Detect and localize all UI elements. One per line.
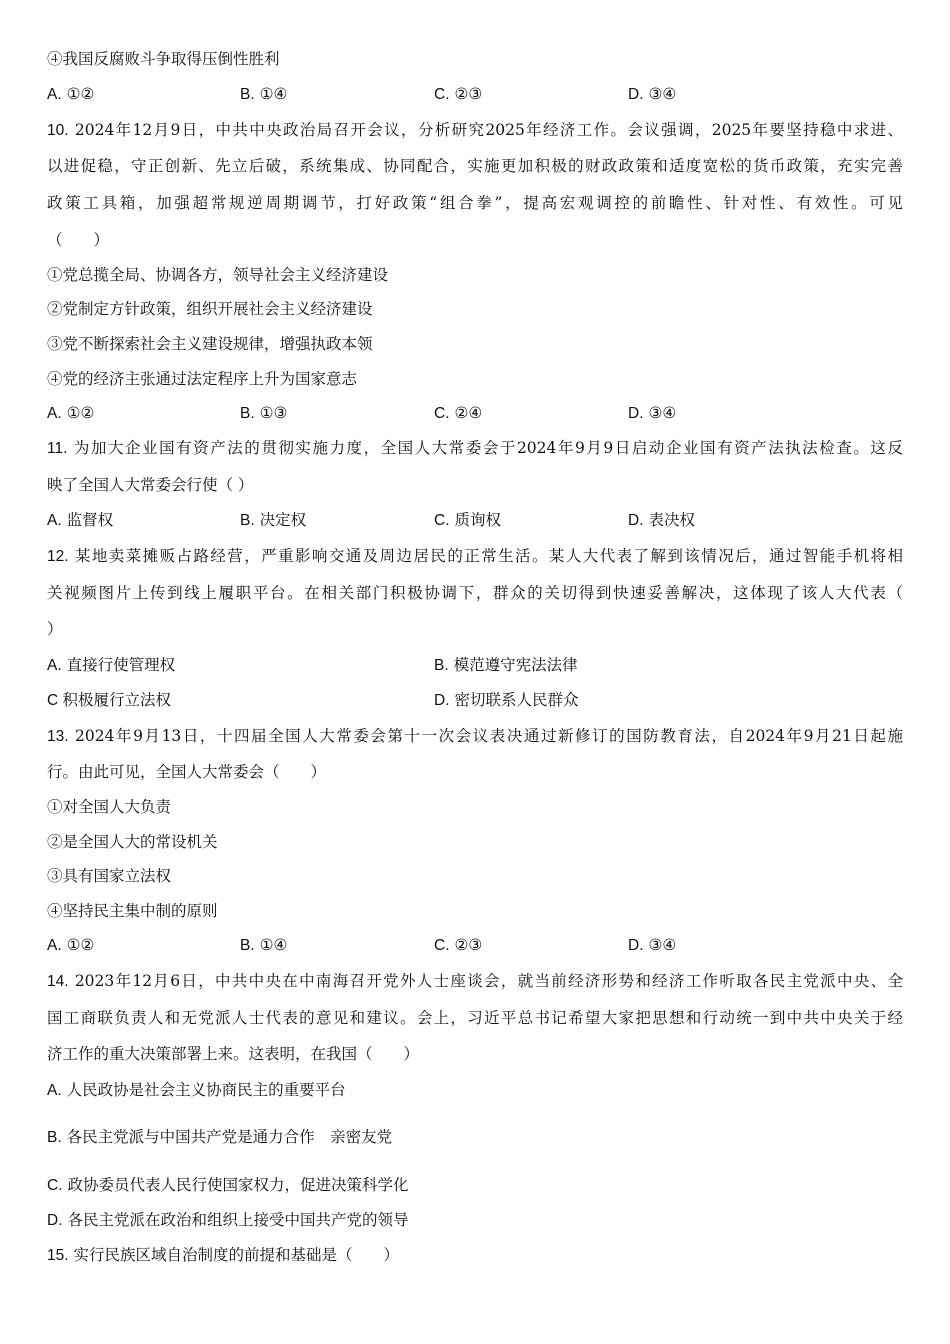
q13-option-b: B. ①④ (240, 936, 288, 954)
q14-option-c: C. 政协委员代表人民行使国家权力，促进决策科学化 (47, 1176, 409, 1194)
q13-item-4: ④坚持民主集中制的原则 (47, 902, 218, 920)
q12-option-c: C 积极履行立法权 (47, 691, 172, 709)
q11-option-d: D. 表决权 (628, 511, 695, 529)
q12-option-d: D. 密切联系人民群众 (434, 691, 579, 709)
q12-stem-line-1: 12. 某地卖菜摊贩占路经营，严重影响交通及周边居民的正常生活。某人大代表了解到该情况后，通过智能手机将相 (47, 547, 903, 565)
q10-option-b: B. ①③ (240, 404, 288, 422)
prev-item-4: ④我国反腐败斗争取得压倒性胜利 (47, 50, 280, 68)
q10-option-c: C. ②④ (434, 404, 483, 422)
prev-option-d: D. ③④ (628, 85, 677, 103)
q10-stem-line-4: （ ） (47, 231, 110, 249)
q11-stem-line-1: 11. 为加大企业国有资产法的贯彻实施力度，全国人大常委会于2024年9月9日启动企业国有资产法执法检查。这反 (47, 439, 903, 457)
q11-option-a: A. 监督权 (47, 511, 114, 529)
q12-option-a: A. 直接行使管理权 (47, 656, 176, 674)
prev-option-b: B. ①④ (240, 85, 288, 103)
q10-item-4: ④党的经济主张通过法定程序上升为国家意志 (47, 370, 358, 388)
q10-stem-line-2: 以进促稳，守正创新、先立后破，系统集成、协同配合，实施更加积极的财政政策和适度宽松的货币政策，充实完善 (47, 157, 903, 175)
q10-item-2: ②党制定方针政策，组织开展社会主义经济建设 (47, 300, 373, 318)
q13-stem-line-2: 行。由此可见，全国人大常委会（ ） (47, 763, 327, 781)
q13-item-3: ③具有国家立法权 (47, 867, 172, 885)
q10-option-a: A. ①② (47, 404, 95, 422)
q14-option-b: B. 各民主党派与中国共产党是通力合作 亲密友党 (47, 1128, 393, 1146)
q10-item-1: ①党总揽全局、协调各方，领导社会主义经济建设 (47, 266, 389, 284)
q14-stem-line-3: 济工作的重大决策部署上来。这表明，在我国（ ） (47, 1045, 420, 1063)
q13-stem-line-1: 13. 2024年9月13日，十四届全国人大常委会第十一次会议表决通过新修订的国防教育法，自2024年9月21日起施 (47, 727, 903, 745)
q13-option-a: A. ①② (47, 936, 95, 954)
q10-stem-line-3: 政策工具箱，加强超常规逆周期调节，打好政策“组合拳”，提高宏观调控的前瞻性、针对性、有效性。可见 (47, 194, 903, 212)
q13-item-1: ①对全国人大负责 (47, 798, 172, 816)
q13-option-c: C. ②③ (434, 936, 483, 954)
q11-stem-line-2: 映了全国人大常委会行使（ ） (47, 476, 254, 494)
q12-stem-line-2: 关视频图片上传到线上履职平台。在相关部门积极协调下，群众的关切得到快速妥善解决，这体现了该人大代表（ (47, 584, 903, 602)
q15-stem-line-1: 15. 实行民族区域自治制度的前提和基础是（ ） (47, 1246, 400, 1264)
q13-option-d: D. ③④ (628, 936, 677, 954)
q10-stem-line-1: 10. 2024年12月9日，中共中央政治局召开会议，分析研究2025年经济工作。会议强调，2025年要坚持稳中求进、 (47, 121, 903, 139)
q12-stem-line-3: ） (47, 620, 63, 638)
q14-option-d: D. 各民主党派在政治和组织上接受中国共产党的领导 (47, 1211, 409, 1229)
q14-stem-line-1: 14. 2023年12月6日，中共中央在中南海召开党外人士座谈会，就当前经济形势和经济工作听取各民主党派中央、全 (47, 972, 903, 990)
q10-option-d: D. ③④ (628, 404, 677, 422)
q14-stem-line-2: 国工商联负责人和无党派人士代表的意见和建议。会上，习近平总书记希望大家把思想和行动统一到中共中央关于经 (47, 1009, 903, 1027)
prev-option-c: C. ②③ (434, 85, 483, 103)
q12-option-b: B. 模范遵守宪法法律 (434, 656, 578, 674)
q14-option-a: A. 人民政协是社会主义协商民主的重要平台 (47, 1081, 346, 1099)
prev-option-a: A. ①② (47, 85, 95, 103)
q10-item-3: ③党不断探索社会主义建设规律，增强执政本领 (47, 335, 373, 353)
q11-option-c: C. 质询权 (434, 511, 501, 529)
q11-option-b: B. 决定权 (240, 511, 307, 529)
q13-item-2: ②是全国人大的常设机关 (47, 833, 218, 851)
